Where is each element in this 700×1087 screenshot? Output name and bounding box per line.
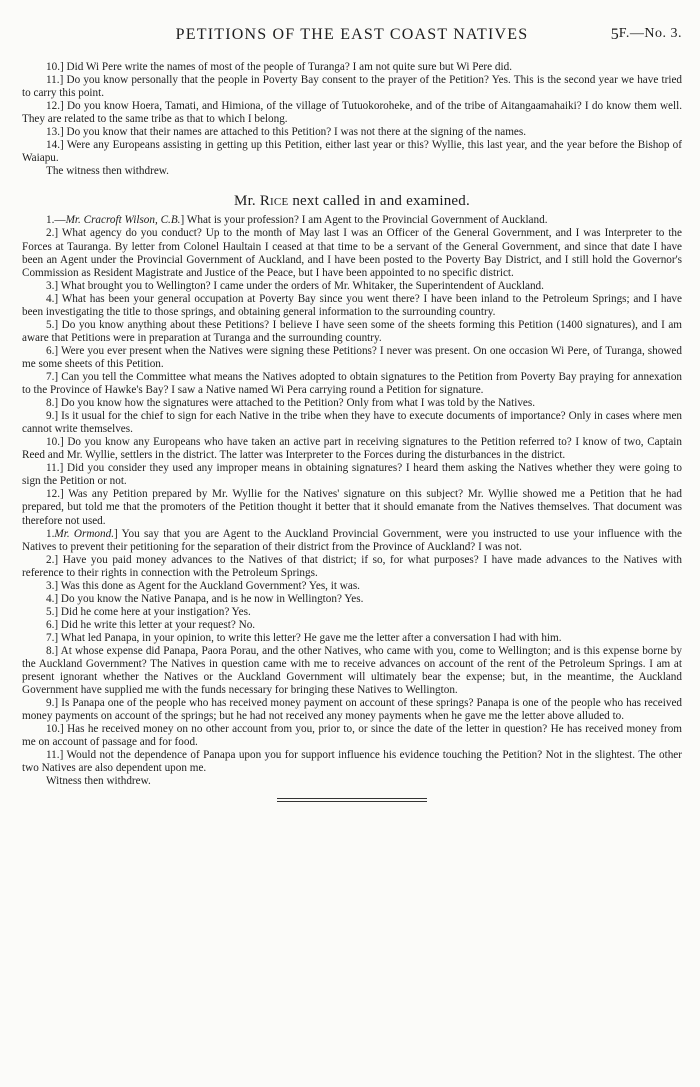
question-text: Did he come here at your instigation? Yes. <box>60 605 251 618</box>
question-text: What has been your general occupation at Poverty Bay since you went there? I have been inland to the Petroleum Springs; and I have been investigating the title to those springs, and obtaining general information to the surrounding country. <box>22 292 682 318</box>
question-text: Was this done as Agent for the Auckland Government? Yes, it was. <box>60 579 360 592</box>
question-paragraph <box>22 139 682 165</box>
question-text: Do you know the Native Panapa, and is he now in Wellington? Yes. <box>60 592 364 605</box>
question-paragraph <box>22 697 682 723</box>
question-paragraph <box>22 528 682 554</box>
question-number: 10.] <box>46 436 64 449</box>
question-number: 9.] <box>46 697 59 710</box>
question-text: What agency do you conduct? Up to the month of May last I was an Officer of the General Government, and I was Interpreter to the Forces at Tauranga. By letter from Colonel Haultain I ceased at that time to be a servant of the General Government, and since that date I have been an Agent under the Provincial Government of Auckland, and I have been posted to the Poverty Bay District, and I still hold the Governor's Commission as Resident Magistrate and Justice of the Peace, but I have been appointed to no specific district. <box>22 227 682 279</box>
question-text: Was any Petition prepared by Mr. Wyllie for the Natives' signature on this subject? Mr. Wyllie showed me a Petition that he had prepared, but told me that the promoters of the Petition thought it better that it should emanate from the Natives themselves. That document was therefore not used. <box>22 488 682 527</box>
question-text: Did he write this letter at your request? No. <box>60 618 256 631</box>
question-text: Do you know that their names are attached to this Petition? I was not there at the signing of the names. <box>66 126 527 139</box>
question-number: 3.] <box>46 579 59 592</box>
page-header <box>22 26 682 50</box>
question-paragraph <box>22 488 682 527</box>
second-examination-block <box>22 214 682 775</box>
question-paragraph <box>22 280 682 293</box>
page-number: 5 <box>610 26 620 43</box>
question-number: 5.] <box>46 605 59 618</box>
running-title: PETITIONS OF THE EAST COAST NATIVES <box>175 26 529 43</box>
question-number: 11.] <box>46 749 64 762</box>
question-paragraph <box>22 723 682 749</box>
question-number: 12.] <box>46 100 64 113</box>
witness-withdrew-note-final: Witness then withdrew. <box>46 775 151 788</box>
question-paragraph <box>22 554 682 580</box>
question-number: 6.] <box>46 618 59 631</box>
question-number: 7.] <box>46 631 59 644</box>
question-text: What brought you to Wellington? I came under the orders of Mr. Whitaker, the Superintendent of Auckland. <box>60 279 544 292</box>
question-number: 5.] <box>46 318 59 331</box>
question-text: Do you know personally that the people in Poverty Bay consent to the prayer of the Petition? Yes. This is the second year we have tried to carry this point. <box>22 74 682 100</box>
question-text: Is it usual for the chief to sign for each Native in the tribe when they have to execute documents of importance? Only in cases where men cannot write themselves. <box>22 410 683 436</box>
question-text: Did Wi Pere write the names of most of the people of Turanga? I am not quite sure but Wi Pere did. <box>66 61 512 73</box>
question-text: Were you ever present when the Natives were signing these Petitions? I never was present. On one occasion Wi Pere, of Turanga, showed me some sheets of this Petition. <box>22 344 682 370</box>
question-paragraph <box>22 436 682 462</box>
question-text: Did you consider they used any improper means in obtaining signatures? I heard them asking the Natives whether they were going to sign the Petition or not. <box>22 462 683 488</box>
question-paragraph <box>22 371 682 397</box>
question-number: 8.] <box>46 644 59 657</box>
witness-withdrew-note: The witness then withdrew. <box>46 165 169 178</box>
question-paragraph <box>22 462 682 488</box>
question-paragraph <box>22 319 682 345</box>
question-text: Would not the dependence of Panapa upon you for support influence his evidence touching the Petition? Not in the slightest. The other two Natives are also dependent upon me. <box>22 749 682 775</box>
question-text: Were any Europeans assisting in getting up this Petition, either last year or this? Wyllie, this last year, and the year before the Bishop of Waiapu. <box>22 139 682 165</box>
question-text: At whose expense did Panapa, Paora Porau, and the other Natives, who came with you, come to Wellington; and is this expense borne by the Auckland Government? The Natives in question came with me to receive advances on account of the rent of the Petroleum Springs. I am at present ignorant whether the Natives or the Auckland Government will ultimately bear the expense; but, in the meantime, the Auckland Government have supplied me with the funds necessary for bringing these Natives to Wellington. <box>22 644 682 697</box>
question-number: 12.] <box>46 488 64 501</box>
question-paragraph <box>22 100 682 126</box>
question-number: 10.] <box>46 723 64 736</box>
questioner-name: Mr. Cracroft Wilson, C.B. <box>65 214 181 227</box>
question-number: 4.] <box>46 592 59 605</box>
question-paragraph <box>22 632 682 645</box>
question-paragraph <box>22 126 682 139</box>
question-number: 11.] <box>46 74 64 87</box>
question-paragraph <box>22 61 682 74</box>
question-text: Do you know any Europeans who have taken an active part in receiving signatures to the Petition referred to? I know of two, Captain Reed and Mr. Wyllie, settlers in the district. The latter was Interpreter to the Forces during the disturbances in the district. <box>22 436 682 462</box>
questioner-name: Mr. Ormond. <box>54 527 114 540</box>
question-number: 8.] <box>46 397 59 410</box>
question-number: 11.] <box>46 462 64 475</box>
question-paragraph <box>22 214 682 227</box>
question-number: 13.] <box>46 126 64 139</box>
question-paragraph <box>22 619 682 632</box>
question-paragraph <box>22 345 682 371</box>
question-paragraph <box>22 749 682 775</box>
question-text: Do you know anything about these Petitions? I believe I have seen some of the sheets forming this Petition (1400 signatures), and I am aware that Petitions were in preparation at Turanga and the surrounding country. <box>22 318 683 344</box>
question-paragraph <box>22 397 682 410</box>
question-number: 10.] <box>46 61 64 73</box>
question-number: 14.] <box>46 139 64 152</box>
question-number: 1. <box>46 527 55 540</box>
question-text: Do you know how the signatures were attached to the Petition? Only from what I was told by the Natives. <box>60 397 536 410</box>
question-paragraph <box>22 74 682 100</box>
question-text: Has he received money on no other account from you, prior to, or since the date of the letter in question? He has received money from me on account of passage and for food. <box>22 723 683 749</box>
question-paragraph <box>22 293 682 319</box>
section-heading-post: next called in and examined. <box>292 193 470 210</box>
question-number: 4.] <box>46 292 59 305</box>
question-text: Have you paid money advances to the Natives of that district; if so, for what purposes? I have made advances to the Natives with reference to their rights in connection with the Petroleum Springs. <box>22 553 683 579</box>
question-number: 3.] <box>46 279 59 292</box>
question-text: ] You say that you are Agent to the Auckland Provincial Government, were you instructed to use your influence with the Natives to prevent their petitioning for the separation of their district from the Province of Auckland? I was not. <box>22 527 682 553</box>
question-paragraph <box>22 580 682 593</box>
question-number: 1.— <box>46 214 66 227</box>
question-number: 9.] <box>46 410 59 423</box>
question-paragraph <box>22 593 682 606</box>
question-paragraph <box>22 645 682 697</box>
first-examination-block <box>22 61 682 165</box>
question-paragraph <box>22 227 682 279</box>
question-text: Do you know Hoera, Tamati, and Himiona, of the village of Tutuokoroheke, and of the tribe of Aitangaamahaiki? I do know them well. They are related to the same tribe as that to which I belong. <box>22 100 682 126</box>
section-heading-pre: Mr. <box>234 193 256 210</box>
question-text: ] What is your profession? I am Agent to the Provincial Government of Auckland. <box>180 214 548 227</box>
question-number: 2.] <box>46 553 59 566</box>
question-number: 7.] <box>46 370 59 383</box>
paper-reference: F.—No. 3. <box>618 26 682 41</box>
question-number: 6.] <box>46 344 59 357</box>
witness-name: Rice <box>259 193 289 210</box>
question-text: Is Panapa one of the people who has received money payment on account of these springs? Panapa is one of the people who has received money payments on account of the springs; but he had not received any money payments when he gave me the letter above alluded to. <box>22 697 682 723</box>
question-text: What led Panapa, in your opinion, to write this letter? He gave me the letter after a conversation I had with him. <box>60 631 562 644</box>
question-number: 2.] <box>46 227 59 240</box>
question-paragraph <box>22 606 682 619</box>
section-heading <box>22 192 682 210</box>
question-paragraph <box>22 410 682 436</box>
document-body <box>22 61 682 804</box>
end-rule <box>277 798 427 802</box>
question-text: Can you tell the Committee what means the Natives adopted to obtain signatures to the Petition from Poverty Bay praying for annexation to the Province of Hawke's Bay? I saw a Native named Wi Pera carrying round a Petition for signature. <box>22 370 683 397</box>
